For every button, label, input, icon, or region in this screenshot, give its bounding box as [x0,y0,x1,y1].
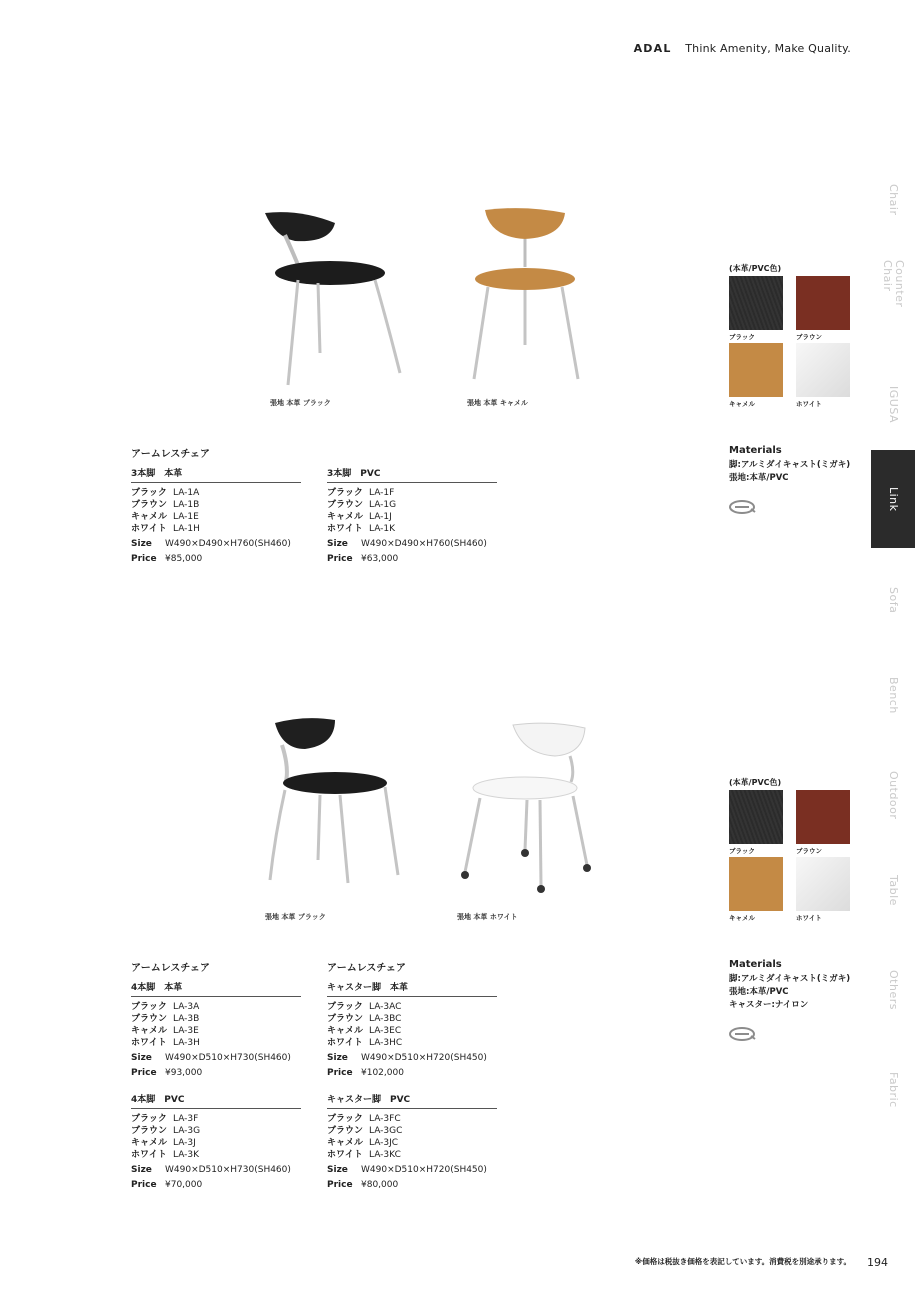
brand-logo: ADAL [633,42,672,55]
eco-badge-icon [729,1027,757,1041]
tab-others[interactable]: Others [887,970,900,1010]
swatch-title: (本革/PVC色) [729,264,782,273]
tab-link[interactable]: Link [871,450,915,548]
image-caption: 張地 本革 ブラック [265,913,326,921]
swatch-brown: ブラウン [796,276,850,341]
eco-badge-icon [729,500,757,514]
page-number: 194 [867,1256,888,1269]
image-caption: 張地 本革 キャメル [467,399,528,407]
page-header [634,42,851,55]
tab-counter-chair[interactable]: Counter Chair [881,260,906,308]
product-title: アームレスチェア [131,963,210,974]
spec-block: 3本脚 PVC ブラック LA-1F ブラウン LA-1G キャメル LA-1J ホワイト LA-1K Size W490×D490×H760(SH460) Price ¥63,000 [327,466,497,565]
swatch-camel: キャメル [729,343,783,408]
swatch-white: ホワイト [796,857,850,922]
swatch-black: ブラック [729,276,783,341]
chair-image-white-caster [455,720,595,895]
materials-block: Materials 脚:アルミダイキャスト(ミガキ) 張地:本革/PVC キャスター:ナイロン [729,959,851,1010]
spec-block: キャスター脚 PVC ブラック LA-3FC ブラウン LA-3GC キャメル LA-3JC ホワイト LA-3KC Size W490×D510×H720(SH450) Price ¥80,000 [327,1092,497,1191]
materials-block: Materials 脚:アルミダイキャスト(ミガキ) 張地:本革/PVC [729,445,851,483]
tab-igusa[interactable]: IGUSA [887,386,900,424]
tab-sofa[interactable]: Sofa [887,586,900,614]
swatch-brown: ブラウン [796,790,850,855]
swatch-camel: キャメル [729,857,783,922]
chair-image-black-3leg [250,205,410,390]
image-caption: 張地 本革 ホワイト [457,913,518,921]
tab-chair[interactable]: Chair [887,184,900,216]
tab-fabric[interactable]: Fabric [887,1072,900,1108]
swatch-black: ブラック [729,790,783,855]
price-note: ※価格は税抜き価格を表記しています。消費税を別途承ります。 [634,1257,851,1266]
tab-table[interactable]: Table [887,874,900,906]
spec-block: 4本脚 本革 ブラック LA-3A ブラウン LA-3B キャメル LA-3E ホワイト LA-3H Size W490×D510×H730(SH460) Price ¥93,000 [131,980,301,1079]
tab-outdoor[interactable]: Outdoor [887,770,900,820]
tab-bench[interactable]: Bench [887,676,900,714]
spec-block: 4本脚 PVC ブラック LA-3F ブラウン LA-3G キャメル LA-3J ホワイト LA-3K Size W490×D510×H730(SH460) Price ¥70,000 [131,1092,301,1191]
spec-block: 3本脚 本革 ブラック LA-1A ブラウン LA-1B キャメル LA-1E ホワイト LA-1H Size W490×D490×H760(SH460) Price ¥85,000 [131,466,301,565]
chair-image-black-4leg [260,715,410,885]
spec-block: キャスター脚 本革 ブラック LA-3AC ブラウン LA-3BC キャメル LA-3EC ホワイト LA-3HC Size W490×D510×H720(SH450) Price ¥102,000 [327,980,497,1079]
product-title: アームレスチェア [327,963,406,974]
swatch-white: ホワイト [796,343,850,408]
tagline: Think Amenity, Make Quality. [685,42,851,55]
image-caption: 張地 本革 ブラック [270,399,331,407]
chair-image-camel-3leg [460,205,590,385]
swatch-title: (本革/PVC色) [729,778,782,787]
product-title: アームレスチェア [131,449,210,460]
